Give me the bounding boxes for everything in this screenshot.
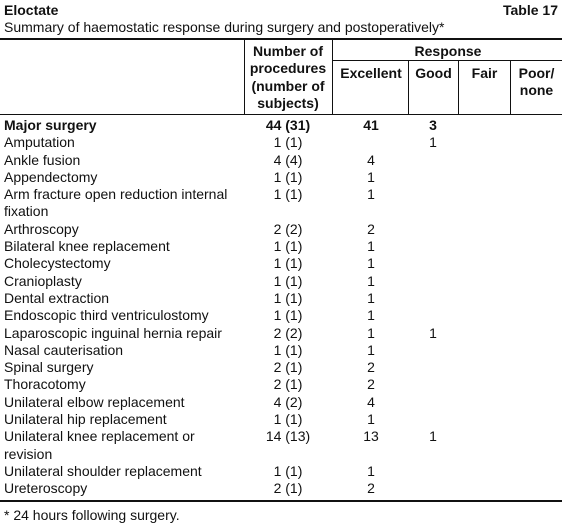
procedure-name: Arthroscopy: [4, 220, 79, 237]
procedure-name: Ankle fusion: [4, 151, 81, 168]
procedure-name: Cholecystectomy: [4, 255, 111, 272]
response-good: 3: [429, 117, 437, 133]
procedure-count: 1 (1): [273, 168, 303, 185]
table-row: [0, 394, 562, 411]
header-fair: Fair: [471, 65, 498, 81]
response-excellent: 1: [367, 341, 375, 358]
procedure-name: Bilateral knee replacement: [4, 238, 170, 255]
table-row: [0, 238, 562, 255]
response-excellent: 1: [367, 186, 375, 203]
response-excellent: 2: [367, 376, 375, 393]
procedure-count: 1 (1): [273, 272, 303, 289]
procedure-count: 2 (2): [273, 220, 303, 237]
response-excellent: 13: [363, 428, 379, 445]
procedure-count: 44 (31): [265, 117, 311, 133]
table-row: [0, 273, 562, 290]
table-body: [0, 117, 562, 498]
procedure-name: Unilateral hip replacement: [4, 411, 167, 428]
procedure-count: 1 (1): [273, 134, 303, 151]
procedure-count: 1 (1): [273, 255, 303, 272]
procedure-count: 14 (13): [265, 428, 311, 445]
response-good: 1: [429, 324, 437, 341]
procedure-name: Unilateral shoulder replacement: [4, 462, 202, 479]
header-response: Response: [414, 43, 482, 59]
procedure-name: Spinal surgery: [4, 359, 94, 376]
table-row: [0, 325, 562, 342]
procedure-name: Nasal cauterisation: [4, 341, 124, 358]
table-row: [0, 428, 562, 463]
table-row: [0, 307, 562, 324]
procedure-name: Laparoscopic inguinal hernia repair: [4, 324, 222, 341]
table-row: [0, 255, 562, 272]
procedure-count: 1 (1): [273, 411, 303, 428]
footnote: * 24 hours following surgery.: [4, 507, 180, 523]
procedure-count: 1 (1): [273, 307, 303, 324]
response-excellent: 4: [367, 393, 375, 410]
response-excellent: 1: [367, 324, 375, 341]
table-row: [0, 411, 562, 428]
response-excellent: 1: [367, 272, 375, 289]
procedure-name: Ureteroscopy: [4, 480, 88, 497]
procedure-name: Unilateral elbow replacement: [4, 393, 185, 410]
product-name: Eloctate: [4, 2, 59, 18]
table-row: [0, 169, 562, 186]
top-rule: [0, 38, 562, 40]
response-excellent: 2: [367, 359, 375, 376]
table-row: [0, 186, 562, 221]
procedure-name: Dental extraction: [4, 289, 110, 306]
table-row: [0, 342, 562, 359]
table-row: [0, 463, 562, 480]
table-row: [0, 152, 562, 169]
response-excellent: 2: [367, 480, 375, 497]
procedure-count: 1 (1): [273, 462, 303, 479]
table-row: [0, 359, 562, 376]
header-good: Good: [415, 65, 452, 81]
table-row: [0, 221, 562, 238]
procedure-count: 1 (1): [273, 186, 303, 203]
procedure-count: 2 (1): [273, 480, 303, 497]
table-row: [0, 480, 562, 497]
header-poor: Poor/ none: [518, 65, 555, 99]
header-excellent: Excellent: [340, 65, 402, 81]
header-procedures: Number of procedures (number of subjects): [249, 43, 327, 111]
header-divider-number: [332, 40, 333, 114]
procedure-name: Unilateral knee replacement or revision: [4, 428, 195, 462]
response-excellent: 1: [367, 289, 375, 306]
response-good: 1: [429, 134, 437, 151]
table-row: [0, 376, 562, 393]
table-caption: Summary of haemostatic response during surgery and postoperatively*: [4, 19, 445, 35]
procedure-count: 1 (1): [273, 238, 303, 255]
table-number: Table 17: [503, 2, 558, 18]
response-excellent: 4: [367, 151, 375, 168]
procedure-count: 4 (4): [273, 151, 303, 168]
procedure-name: Cranioplasty: [4, 272, 82, 289]
table-row: [0, 117, 562, 134]
procedure-count: 1 (1): [273, 341, 303, 358]
procedure-name: Amputation: [4, 134, 75, 151]
table-row: [0, 134, 562, 151]
procedure-name: Arm fracture open reduction internal fixation: [4, 186, 228, 220]
procedure-name: Appendectomy: [4, 168, 98, 185]
procedure-name: Major surgery: [4, 117, 97, 133]
response-excellent: 1: [367, 168, 375, 185]
header-bottom-rule: [0, 114, 562, 115]
procedure-name: Endoscopic third ventriculostomy: [4, 307, 209, 324]
response-excellent: 2: [367, 220, 375, 237]
response-good: 1: [429, 428, 437, 445]
response-excellent: 1: [367, 411, 375, 428]
procedure-count: 2 (2): [273, 324, 303, 341]
response-excellent: 1: [367, 462, 375, 479]
procedure-count: 2 (1): [273, 359, 303, 376]
bottom-rule: [0, 500, 562, 502]
procedure-name: Thoracotomy: [4, 376, 86, 393]
table-row: [0, 290, 562, 307]
procedure-count: 4 (2): [273, 393, 303, 410]
response-excellent: 1: [367, 238, 375, 255]
procedure-count: 2 (1): [273, 376, 303, 393]
response-excellent: 1: [367, 307, 375, 324]
header-divider-procedures: [244, 40, 245, 114]
procedure-count: 1 (1): [273, 289, 303, 306]
response-excellent: 41: [363, 117, 379, 133]
response-excellent: 1: [367, 255, 375, 272]
